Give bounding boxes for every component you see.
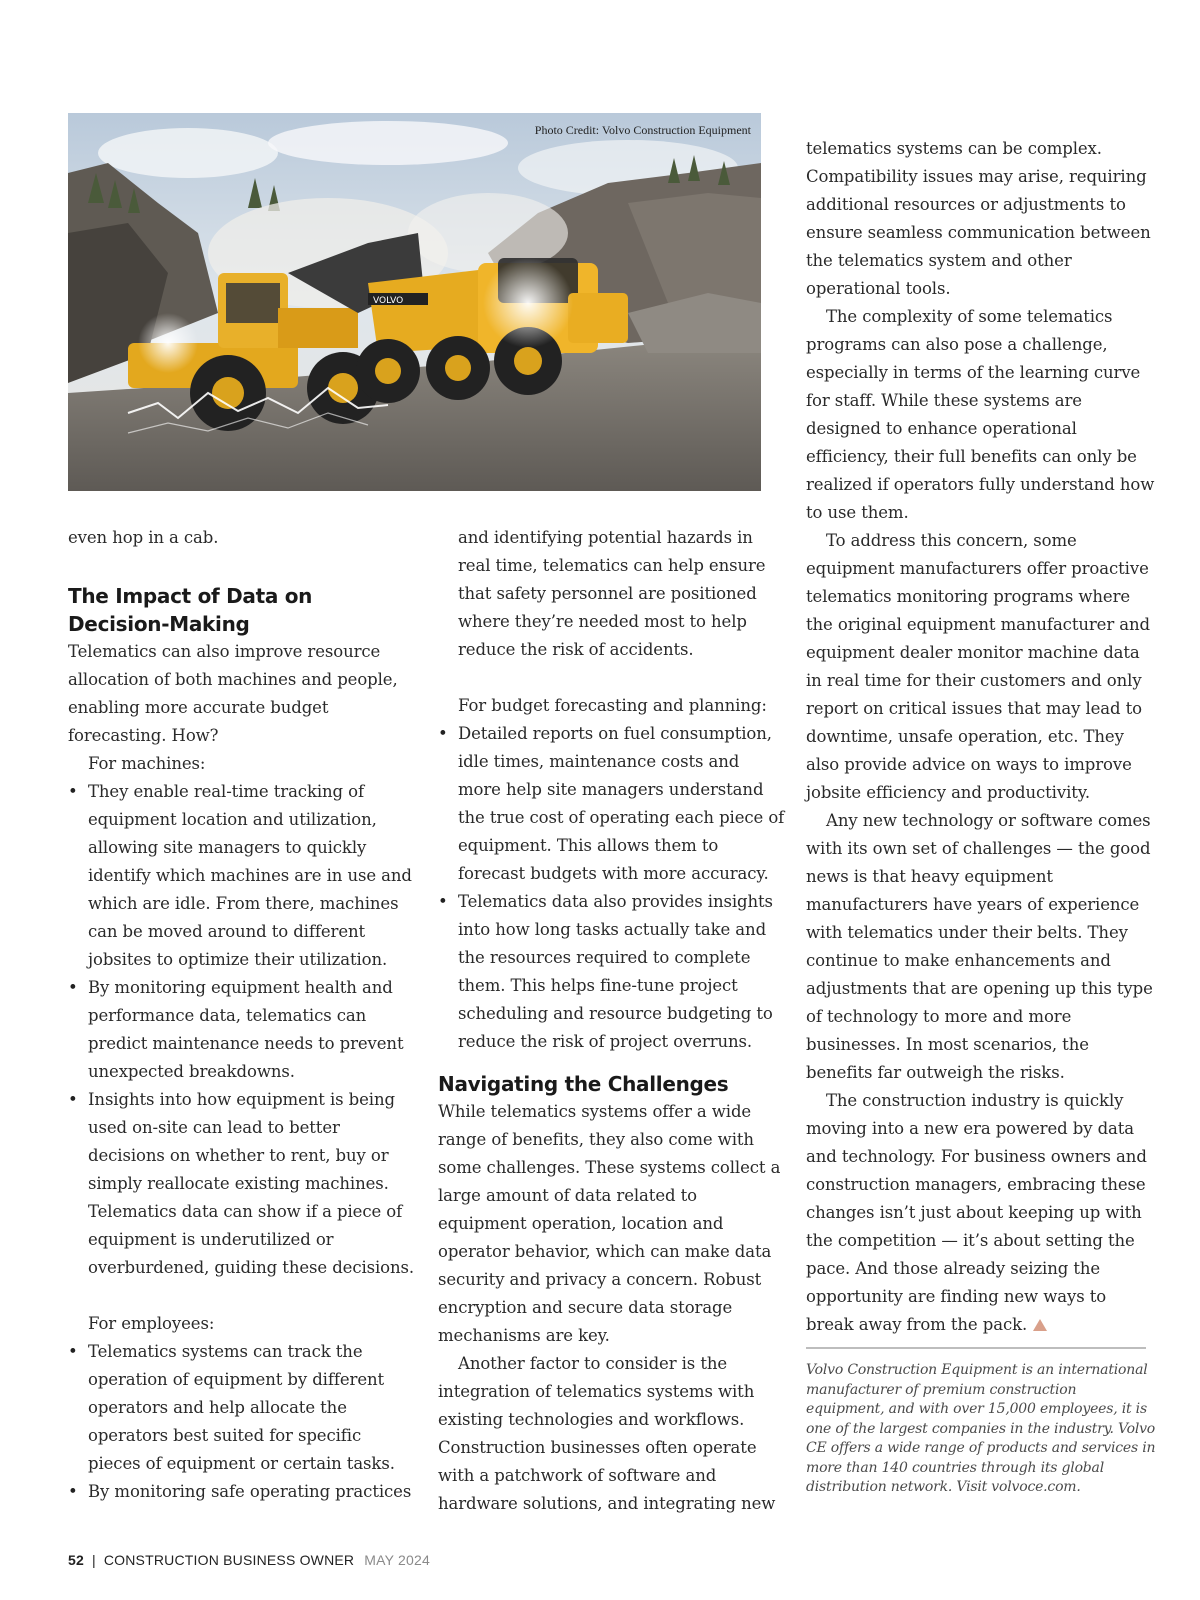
list-item: • Detailed reports on fuel consumption, idle times, maintenance costs and more help site managers understand the true cost of operating each piece of equipment. This allows them to forecast budgets with more accuracy.: [438, 720, 786, 888]
column1-intro: even hop in a cab.: [68, 528, 219, 547]
machines-label: For machines:: [88, 754, 206, 773]
page-footer: [68, 1552, 430, 1568]
spacer: [68, 1282, 416, 1310]
article-column-1: [68, 524, 416, 1506]
budget-label: For budget forecasting and planning:: [458, 696, 767, 715]
article-column-3: [806, 135, 1156, 1339]
volvo-logo-text: VOLVO: [373, 296, 404, 306]
budget-bullet-list: [438, 720, 786, 1056]
column3-para3: Any new technology or software comes with its own set of challenges — the good news is that heavy equipment manufacturers have years of experience with telematics under their belts. They continue to make enhancements and adjustments that are opening up this type of technology to more and more businesses. In most scenarios, the benefits far outweigh the risks.: [806, 811, 1153, 1082]
list-item: • By monitoring safe operating practices: [68, 1478, 416, 1506]
author-bio: Volvo Construction Equipment is an international manufacturer of premium construction equipment, and with over 15,000 employees, it is one of the largest companies in the industry. Volvo CE offers a wide range of products and services in more than 140 countries through its global distribution network. Visit volvoce.com.: [806, 1362, 1156, 1495]
publication-name: CONSTRUCTION BUSINESS OWNER: [103, 1552, 355, 1568]
list-item: • By monitoring equipment health and performance data, telematics can predict maintenance needs to prevent unexpected breakdowns.: [68, 974, 416, 1086]
column3-para1: The complexity of some telematics programs can also pose a challenge, especially in terms of the learning curve for staff. While these systems are designed to enhance operational efficiency, their full benefits can only be realized if operators fully understand how to use them.: [806, 307, 1155, 522]
construction-scene-illustration: [68, 113, 761, 491]
machines-bullet-list: [68, 778, 416, 1282]
list-item: • Telematics systems can track the operation of equipment by different operators and help allocate the operators best suited for specific pieces of equipment or certain tasks.: [68, 1338, 416, 1478]
photo-credit: Photo Credit: Volvo Construction Equipment: [534, 123, 751, 137]
section-heading-impact: The Impact of Data on Decision-Making: [68, 584, 313, 636]
column2-para2: Another factor to consider is the integration of telematics systems with existing technologies and workflows. Construction businesses often operate with a patchwork of software and hardware solutions, and integrating new: [438, 1354, 776, 1513]
section-heading-challenges: Navigating the Challenges: [438, 1072, 729, 1096]
column1-para1: Telematics can also improve resource allocation of both machines and people, enabling more accurate budget forecasting. How?: [68, 642, 398, 745]
column3-continuation: telematics systems can be complex. Compatibility issues may arise, requiring additional resources or adjustments to ensure seamless communication between the telematics system and other operational tools.: [806, 139, 1151, 298]
list-item: • Insights into how equipment is being used on-site can lead to better decisions on whether to rent, buy or simply reallocate existing machines. Telematics data can show if a piece of equipment is underutilized or overburdened, guiding these decisions.: [68, 1086, 416, 1282]
footer-separator: |: [91, 1552, 96, 1568]
triangle-end-mark-icon: [1033, 1319, 1047, 1331]
page-number: 52: [68, 1552, 84, 1568]
article-photo: [68, 113, 761, 491]
bio-divider: [806, 1347, 1146, 1349]
list-item: • Telematics data also provides insights into how long tasks actually take and the resources required to complete them. This helps fine-tune project scheduling and resource budgeting to reduce the risk of project overruns.: [438, 888, 786, 1056]
column2-continuation: and identifying potential hazards in real time, telematics can help ensure that safety personnel are positioned where they’re needed most to help reduce the risk of accidents.: [458, 528, 766, 659]
column3-para4: [806, 1087, 1156, 1339]
column3-para2: To address this concern, some equipment manufacturers offer proactive telematics monitoring programs where the original equipment manufacturer and equipment dealer monitor machine data in real time for their customers and only report on critical issues that may lead to downtime, unsafe operation, etc. They also provide advice on ways to improve jobsite efficiency and productivity.: [806, 531, 1150, 802]
column2-para1: While telematics systems offer a wide range of benefits, they also come with some challenges. These systems collect a large amount of data related to equipment operation, location and operator behavior, which can make data security and privacy a concern. Robust encryption and secure data storage mechanisms are key.: [438, 1102, 781, 1345]
article-column-2: [438, 524, 786, 1518]
issue-date: MAY 2024: [364, 1552, 430, 1568]
spacer: [438, 664, 786, 692]
column3-para4-text: The construction industry is quickly moving into a new era powered by data and technology. For business owners and construction managers, embracing these changes isn’t just about keeping up with the competition — it’s about setting the pace. And those already seizing the opportunity are finding new ways to break away from the pack.: [806, 1091, 1147, 1334]
employees-bullet-list: [68, 1338, 416, 1506]
list-item: • They enable real-time tracking of equipment location and utilization, allowing site managers to quickly identify which machines are in use and which are idle. From there, machines can be moved around to different jobsites to optimize their utilization.: [68, 778, 416, 974]
employees-label: For employees:: [88, 1314, 215, 1333]
